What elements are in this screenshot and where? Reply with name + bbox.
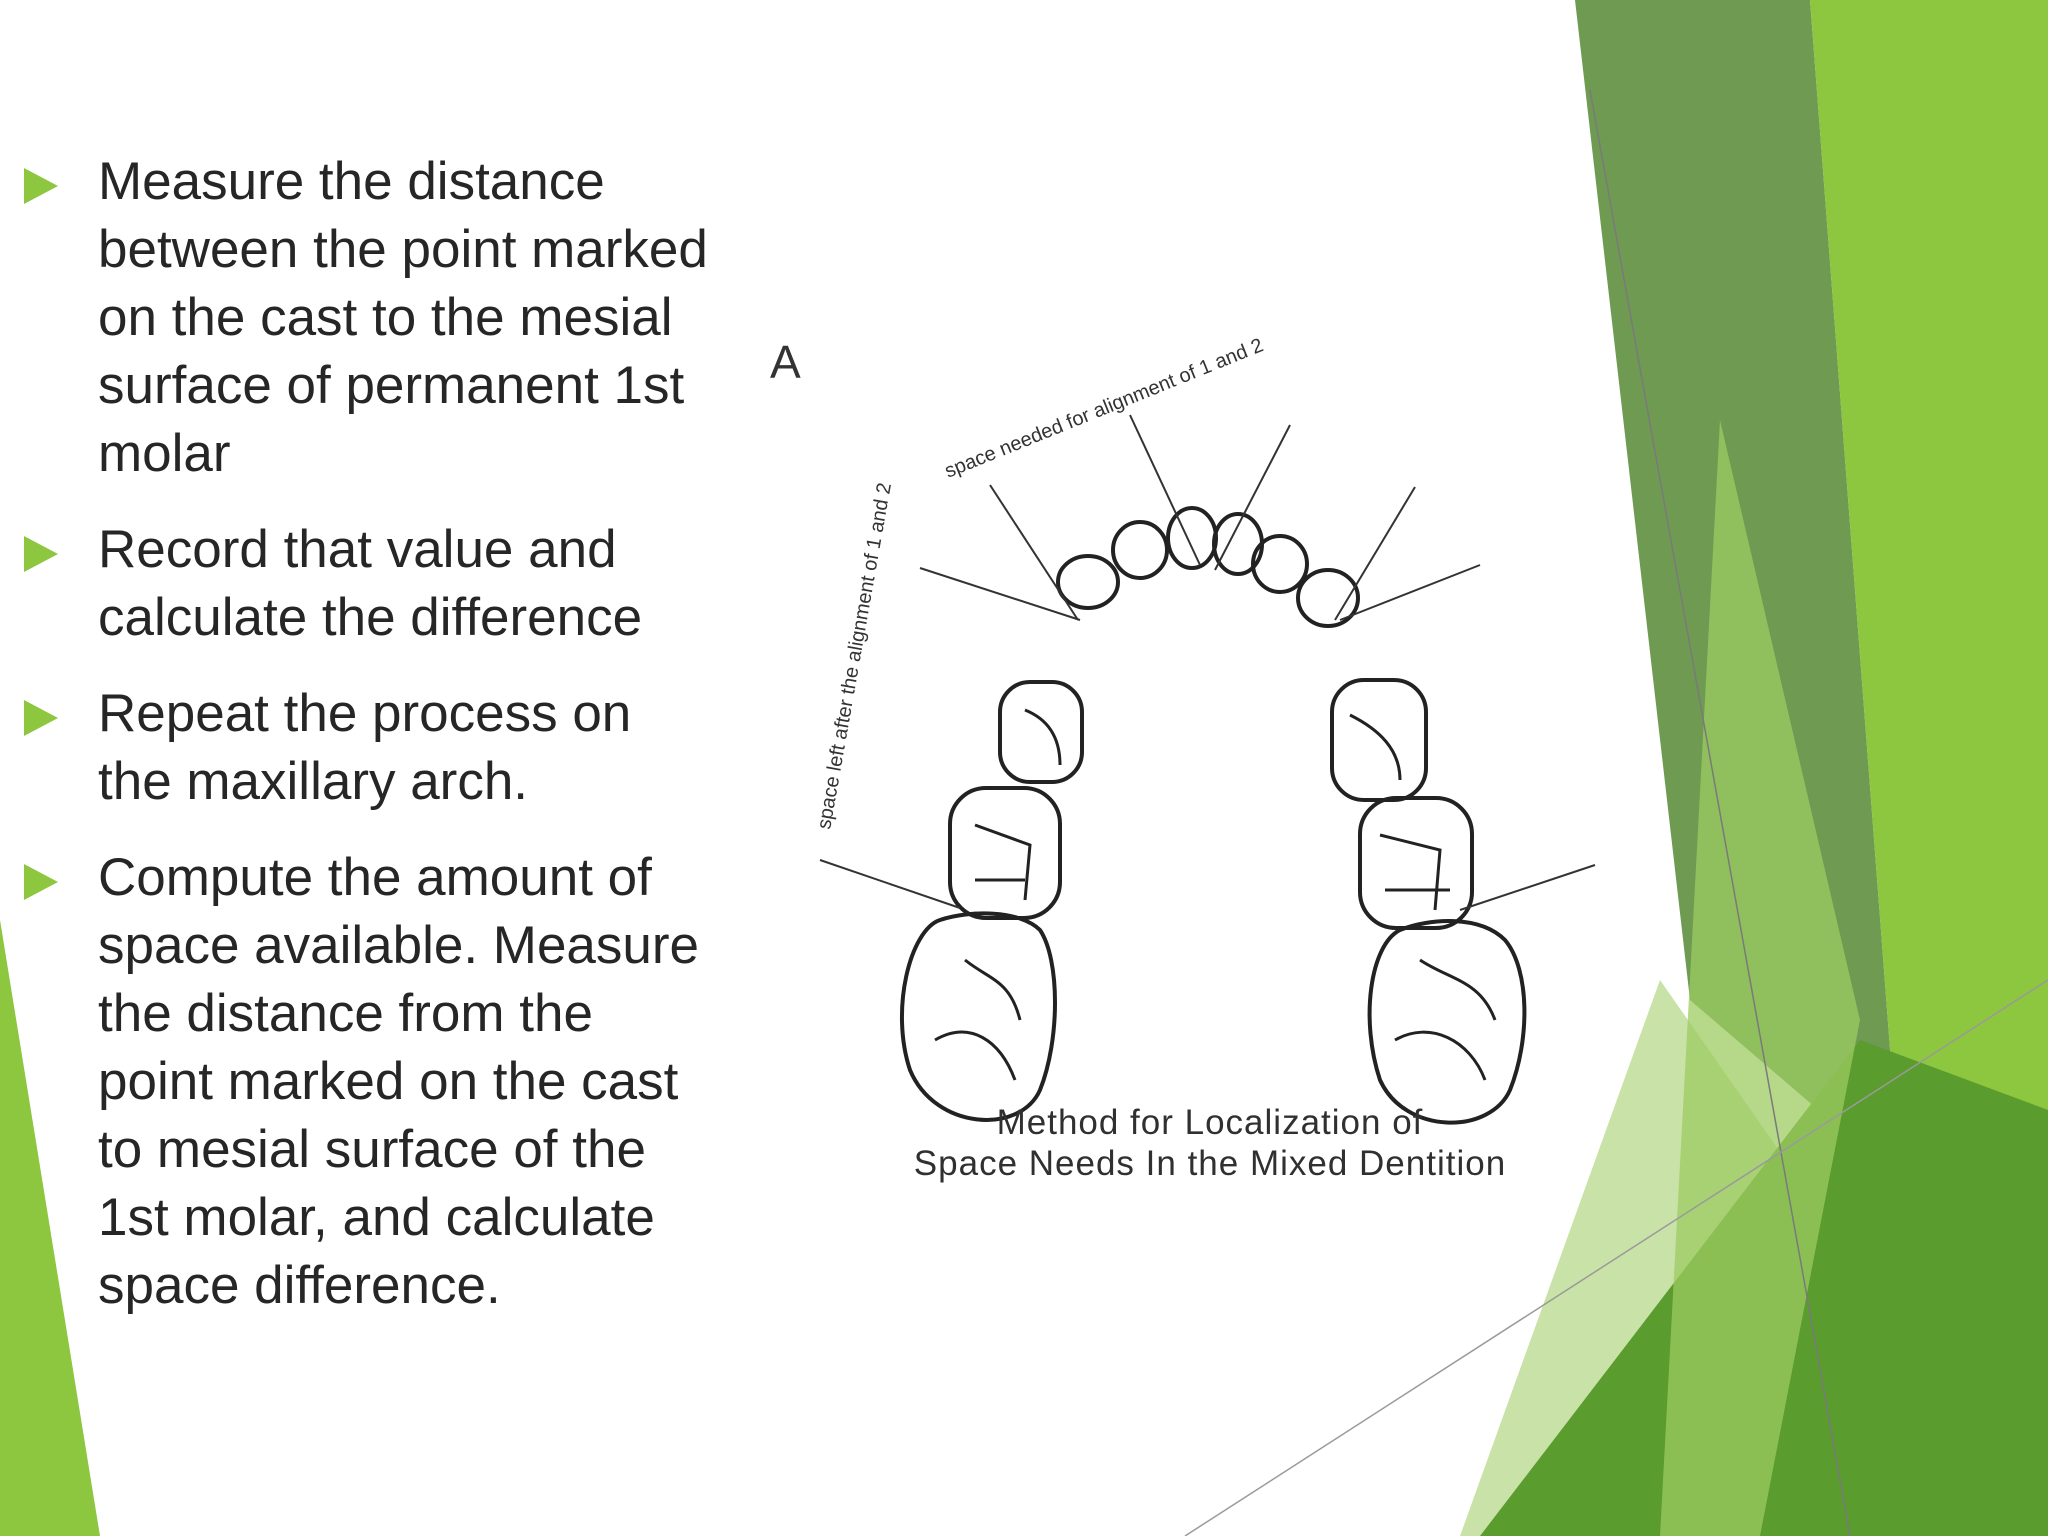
space-left-label: space left after the alignment of 1 and 2: [813, 481, 896, 831]
caption-line-2: Space Needs In the Mixed Dentition: [913, 1144, 1507, 1183]
tooth: [1000, 682, 1082, 782]
tooth: [902, 913, 1055, 1120]
bullet-text: Record that value and calculate the difference: [98, 520, 643, 647]
tooth: [1058, 556, 1118, 608]
bullet-item: [24, 148, 714, 488]
tooth: [1113, 522, 1167, 578]
bullet-item: [24, 516, 714, 652]
bullet-item: [24, 680, 714, 816]
tooth: [1360, 798, 1472, 928]
caption-line-1: Method for Localization of: [996, 1103, 1424, 1142]
tooth: [1332, 680, 1426, 800]
tooth: [1168, 508, 1216, 568]
bullet-text: Measure the distance between the point marked on the cast to the mesial surface of permanent 1st molar: [98, 152, 708, 483]
figure-caption: [860, 1102, 1560, 1184]
dental-arch-diagram: [760, 320, 1620, 1200]
bullet-list: [24, 148, 714, 1348]
bullet-arrow-icon: [24, 536, 58, 572]
space-needed-label: space needed for alignment of 1 and 2: [941, 334, 1267, 483]
bullet-arrow-icon: [24, 168, 58, 204]
bullet-text: Compute the amount of space available. Measure the distance from the point marked on the cast to mesial surface of the 1st molar, and calculate space difference.: [98, 848, 700, 1315]
bullet-text: Repeat the process on the maxillary arch.: [98, 684, 632, 811]
figure-letter: A: [770, 336, 801, 388]
bullet-arrow-icon: [24, 700, 58, 736]
tooth: [1253, 536, 1307, 592]
bullet-arrow-icon: [24, 864, 58, 900]
tooth: [1370, 921, 1525, 1123]
tooth: [950, 788, 1060, 918]
bullet-item: [24, 844, 714, 1320]
